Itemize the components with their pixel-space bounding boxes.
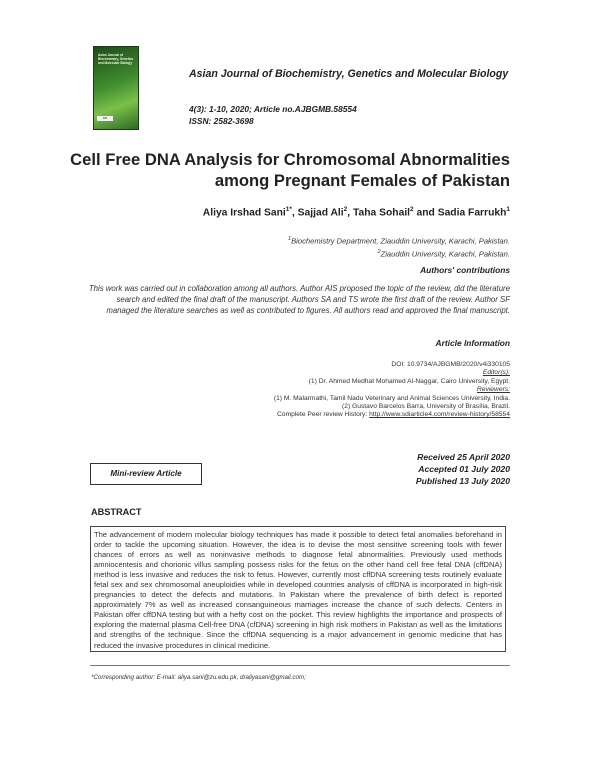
date-accepted: Accepted 01 July 2020	[418, 464, 510, 474]
editor-item: (1) Dr. Ahmed Medhat Mohamed Al-Naggar, Cairo University, Egypt.	[308, 377, 510, 385]
article-type-box: Mini-review Article	[90, 463, 202, 485]
author-list	[80, 206, 510, 218]
reviewer-item: (1) M. Malarmathi, Tamil Nadu Veterinary and Animal Sciences University, India.	[273, 394, 510, 402]
paper-title: Cell Free DNA Analysis for Chromosomal Abnormalities among Pregnant Females of Pakistan	[70, 150, 510, 190]
journal-citation: 4(3): 1-10, 2020; Article no.AJBGMB.58554	[189, 104, 357, 114]
author-name: Sadia Farrukh	[437, 207, 507, 219]
affiliation-item: $^2$Ziauddin University, Karachi, Pakistan.	[377, 249, 510, 259]
author-name: Taha Sohail	[353, 207, 411, 219]
review-history-link[interactable]: http://www.sdiarticle4.com/review-history/58554	[369, 411, 510, 419]
editors-label: Editor(s):	[482, 369, 510, 377]
abstract-text: The advancement of modern molecular biology techniques has made it possible to detect fetal anomalies beforehand in order to tackle the upcoming situation. However, the idea is to devise the most sensitive screening tools with fewer chances of errors as well as noninvasive methods to diagnose fetal abnormalities. Previously used methods amniocentesis and chorionic villus sampling possess risks for the fetus on the other hand cell free fetal DNA (cffDNA) method is less invasive and reduces the risk to fetus. However, currently most cffDNA screening tests routinely evaluate fetal sex and sex chromosomal aneuploidies while in developed countries analysis of cffDNA is incorporated in high-risk pregnancies to detect the defects and mutations. In Pakistan where the prevalence of birth defect is reported approximately 7% as well as increased consanguineous marriages increase the chance of such defects. Centers in Pakistan offer cffDNA testing but with a hefty cost on the pocket. This review highlights the importance and prospects of exploring the maternal plasma Cell-free DNA (cfDNA) screening in high risk mothers in Pakistan as well as the limitations and strengths of the technique. Since the cffDNA sequencing is a major advancement in genomic medicine that has reduced the invasive procedures in clinical medicine.	[94, 530, 502, 650]
cover-title: Asian Journal of Biochemistry, Genetics and Molecular Biology	[98, 53, 134, 65]
affiliations	[80, 234, 510, 260]
reviewers-label: Reviewers:	[476, 386, 510, 394]
author-name: Sajjad Ali	[297, 207, 344, 219]
journal-meta	[189, 104, 357, 127]
contributions-heading: Authors' contributions	[420, 265, 510, 275]
review-history: Complete Peer review History: http://www.sdiarticle4.com/review-history/58554	[276, 411, 510, 419]
date-published: Published 13 July 2020	[415, 476, 510, 486]
abstract-heading: ABSTRACT	[91, 507, 142, 517]
author-separator: ,	[347, 207, 354, 219]
doi: DOI: 10.9734/AJBGMB/2020/v4i330105	[391, 361, 510, 368]
abstract-box	[90, 526, 506, 652]
journal-issn: ISSN: 2582-3698	[189, 115, 254, 126]
author-affiliation-mark: 2	[410, 206, 414, 213]
contributions-text: This work was carried out in collaboration among all authors. Author AIS proposed the topic of the review, did the literature search and edited the final draft of the manuscript. Authors SA and TS wrote the first draft of the review. Author SF managed the literature searches as well as contributed to figures. All authors read and approved the final manuscript.	[88, 284, 510, 315]
reviewer-item: (2) Gustavo Barcelos Barra, University of Brasília, Brazil.	[342, 403, 510, 411]
footnote-divider	[90, 665, 510, 666]
publication-dates	[300, 451, 510, 487]
cover-badge: SD	[97, 116, 113, 121]
corresponding-author-note: *Corresponding author: E-mail: aliya.sani@zu.edu.pk, draliyasani@gmail.com;	[91, 674, 306, 681]
article-info-block	[190, 361, 510, 420]
author-name: Aliya Irshad Sani	[202, 207, 286, 219]
article-info-heading: Article Information	[435, 338, 510, 348]
journal-name: Asian Journal of Biochemistry, Genetics and Molecular Biology	[189, 68, 509, 80]
author-separator: ,	[291, 207, 298, 219]
date-received: Received 25 April 2020	[417, 452, 510, 462]
author-affiliation-mark: 1	[506, 206, 510, 213]
journal-cover-thumbnail	[93, 46, 139, 130]
affiliation-item: $^1$Biochemistry Department, Ziauddin University, Karachi, Pakistan.	[288, 236, 510, 246]
author-affiliation-mark: 1*	[285, 206, 292, 213]
author-conjunction: and	[413, 207, 438, 219]
author-affiliation-mark: 2	[343, 206, 348, 213]
